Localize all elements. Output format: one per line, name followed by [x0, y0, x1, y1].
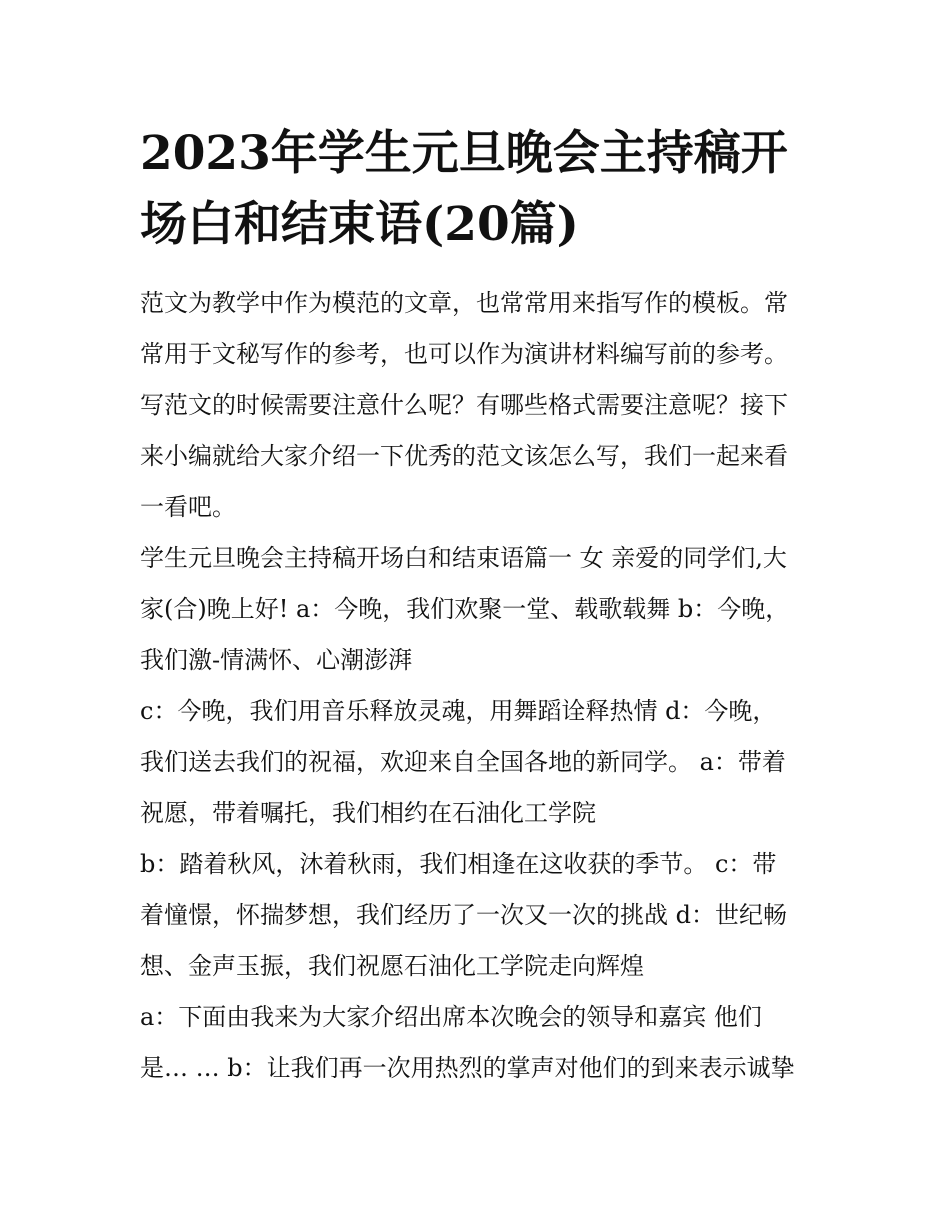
document-body [140, 278, 820, 1094]
body-line: 我们送去我们的祝福，欢迎来自全国各地的新同学。 a：带着 [140, 748, 786, 776]
body-line: 着憧憬，怀揣梦想，我们经历了一次又一次的挑战 d：世纪畅 [140, 901, 787, 929]
body-line: b：踏着秋风，沐着秋雨，我们相逢在这收获的季节。 c：带 [140, 850, 777, 878]
body-line: 一看吧。 [140, 493, 236, 521]
body-line: 范文为教学中作为模范的文章，也常常用来指写作的模板。常 [140, 289, 788, 317]
body-line: 想、金声玉振，我们祝愿石油化工学院走向辉煌 [140, 952, 644, 980]
body-line: 家(合)晚上好! a：今晚，我们欢聚一堂、载歌载舞 b：今晚， [140, 595, 790, 623]
body-line: 我们激-情满怀、心潮澎湃 [140, 646, 413, 674]
body-line: 常用于文秘写作的参考，也可以作为演讲材料编写前的参考。 [140, 340, 788, 368]
title-line: 场白和结束语(20篇) [140, 197, 579, 252]
body-line: 是… … b：让我们再一次用热烈的掌声对他们的到来表示诚挚 [140, 1054, 795, 1082]
body-line: c：今晚，我们用音乐释放灵魂，用舞蹈诠释热情 d：今晚， [140, 697, 777, 725]
body-line: 来小编就给大家介绍一下优秀的范文该怎么写，我们一起来看 [140, 442, 788, 470]
body-line: 写范文的时候需要注意什么呢？有哪些格式需要注意呢？接下 [140, 391, 788, 419]
body-line: a：下面由我来为大家介绍出席本次晚会的领导和嘉宾 他们 [140, 1003, 762, 1031]
document-title [140, 118, 820, 260]
body-line: 祝愿，带着嘱托，我们相约在石油化工学院 [140, 799, 596, 827]
body-line: 学生元旦晚会主持稿开场白和结束语篇一 女 亲爱的同学们,大 [140, 544, 787, 572]
title-line: 2023年学生元旦晚会主持稿开 [140, 126, 788, 181]
